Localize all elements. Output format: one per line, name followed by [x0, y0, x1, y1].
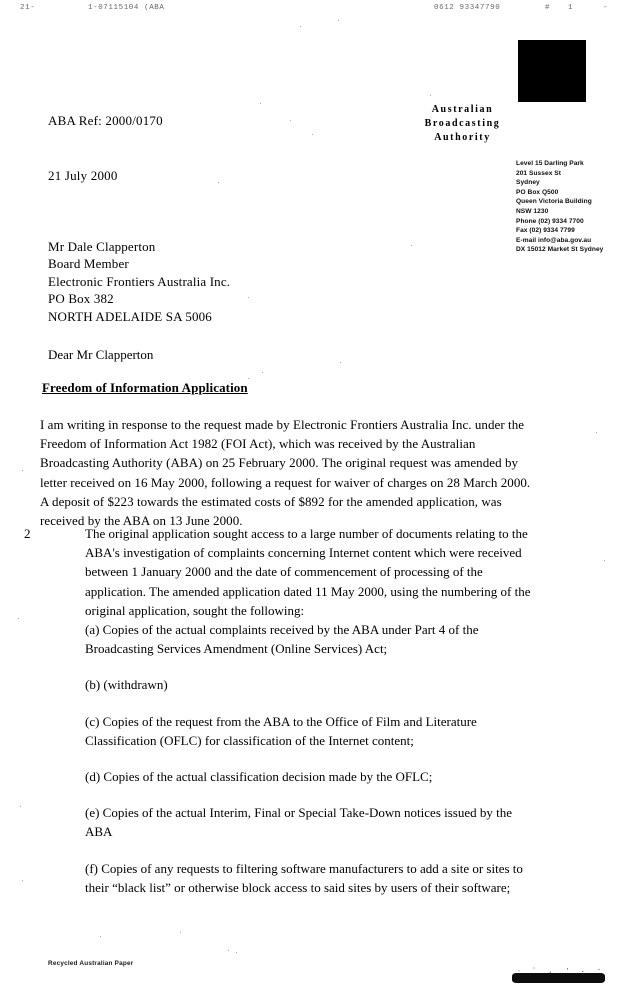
scan-noise-dot: [22, 880, 23, 881]
fax-header-page-number: 1: [568, 4, 574, 12]
paragraph-2-text: The original application sought access to a large number of documents relating to the ABA's investigation of complaints concerning Internet content which were received between 1 January 2000 and the date of commencement of processing of the application. The amended application dated 11 May 2000, using the numbering of the original application, sought the following:: [85, 526, 531, 618]
organisation-name-line-2: Broadcasting: [424, 118, 501, 129]
fax-header-tail: -: [603, 4, 609, 12]
salutation: Dear Mr Clapperton: [48, 347, 154, 362]
scan-noise-dot: [340, 362, 341, 363]
recipient-name: Mr Dale Clapperton: [48, 239, 156, 254]
address-line-building: Queen Victoria Building: [516, 198, 592, 206]
recipient-city-state: NORTH ADELAIDE SA 5006: [48, 308, 212, 324]
scan-noise-dot: [290, 120, 291, 121]
scan-noise-dot: [300, 26, 301, 27]
fax-header-hash-icon: #: [545, 4, 551, 12]
recipient-address-block: [48, 238, 230, 325]
letter-date: 21 July 2000: [48, 168, 118, 183]
scan-noise-dot: [260, 103, 261, 104]
sub-items-list: [85, 620, 535, 897]
sub-item-d: (d) Copies of the actual classification decision made by the OFLC;: [85, 769, 433, 785]
recipient-pobox: PO Box 382: [48, 291, 114, 307]
paragraph-2-number: 2: [24, 526, 31, 541]
address-line-fax: Fax (02) 9334 7799: [516, 227, 575, 235]
scan-noise-dot: [430, 95, 431, 96]
scan-noise-dot: [22, 470, 23, 471]
address-line-street: 201 Sussex St: [516, 169, 562, 177]
fax-header-phone: 0612 93347790: [434, 4, 501, 12]
subject-heading: Freedom of Information Application: [42, 380, 248, 395]
aba-logo-block: [518, 40, 586, 102]
organisation-name: [400, 103, 525, 145]
sub-item-a: (a) Copies of the actual complaints received by the ABA under Part 4 of the Broadcasting Services Amendment (Online Services) Act;: [85, 622, 479, 657]
sub-item-f: (f) Copies of any requests to filtering software manufacturers to add a site or sites to their “black list” or otherwise block access to said sites by users of their software;: [85, 860, 523, 895]
paragraph-1: I am writing in response to the request made by Electronic Frontiers Australia Inc. under the Freedom of Information Act 1982 (FOI Act), which was received by the Australian Broadcasting Authority (ABA) on 25 February 2000. The original request was amended by letter received on 16 May 2000, following a request for waiver of charges on 28 March 2000. A deposit of $223 towards the estimated costs of $892 for the amended application, was received by the ABA on 13 June 2000.: [40, 417, 531, 529]
organisation-name-line-3: Authority: [434, 132, 491, 143]
sub-item-e: (e) Copies of the actual Interim, Final or Special Take-Down notices issued by the ABA: [85, 805, 513, 840]
scan-noise-dot: [262, 372, 263, 373]
scan-noise-dot: [338, 20, 339, 21]
scan-noise-dot: [236, 952, 237, 953]
scan-noise-dot: [604, 560, 605, 561]
aba-reference-number: ABA Ref: 2000/0170: [48, 113, 163, 128]
scan-noise-dot: [218, 182, 219, 183]
address-line-dx: DX 15012 Market St Sydney: [516, 246, 604, 254]
address-line-phone: Phone (02) 9334 7700: [516, 217, 584, 225]
scan-noise-dot: [248, 378, 249, 379]
letterhead-address-block: [516, 159, 630, 255]
address-line-state: NSW 1230: [516, 207, 549, 215]
recipient-title: Board Member: [48, 256, 129, 272]
address-line-city: Sydney: [516, 179, 540, 187]
recycled-paper-footer: Recycled Australian Paper: [48, 960, 134, 967]
scan-noise-dot: [180, 932, 181, 933]
fax-header-sender-id: 1-07115104 (ABA: [88, 4, 165, 12]
address-line-pobox: PO Box Q500: [516, 188, 559, 196]
scan-noise-dot: [596, 432, 597, 433]
sub-item-b: (b) (withdrawn): [85, 677, 168, 693]
scan-noise-dot: [248, 297, 249, 298]
address-line-email: E-mail info@aba.gov.au: [516, 236, 592, 244]
scan-noise-dot: [411, 245, 412, 246]
fax-transmission-header: [0, 4, 630, 18]
organisation-name-line-1: Australian: [431, 104, 494, 115]
scan-noise-dot: [18, 618, 19, 619]
scan-redaction-blob: [512, 973, 605, 983]
scan-noise-dot: [312, 134, 313, 135]
sub-item-c: (c) Copies of the request from the ABA to the Office of Film and Literature Classification (OFLC) for classification of the Internet content;: [85, 713, 477, 748]
recipient-organisation: Electronic Frontiers Australia Inc.: [48, 273, 231, 289]
scan-noise-dot: [100, 936, 101, 937]
address-line-level: Level 15 Darling Park: [516, 160, 584, 167]
scan-noise-dot: [228, 950, 229, 951]
paragraph-2: [24, 524, 536, 620]
scan-noise-dot: [20, 806, 21, 807]
fax-header-left-id: 21-: [20, 4, 36, 12]
